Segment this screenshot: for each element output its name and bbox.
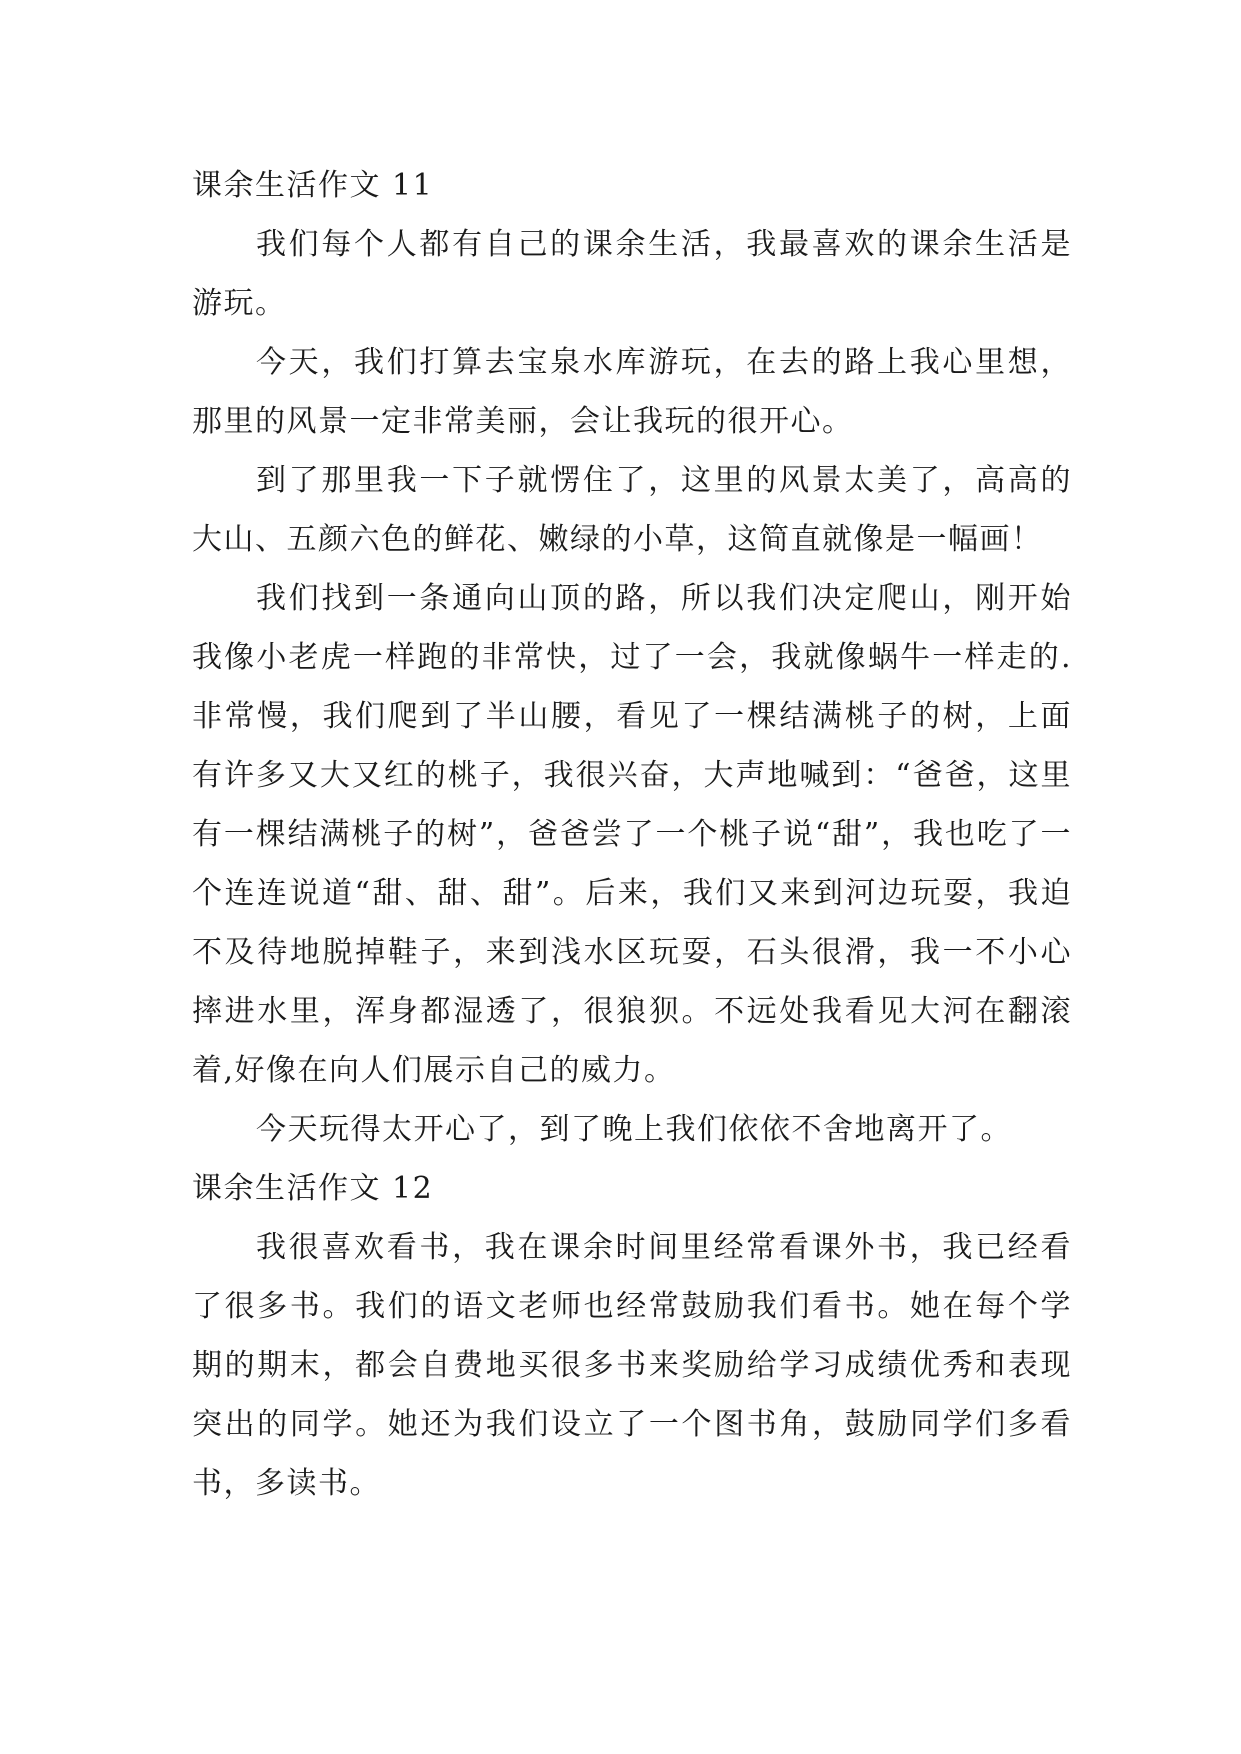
document-body [192, 156, 1072, 1513]
paragraph: 到了那里我一下子就愣住了，这里的风景太美了，高高的大山、五颜六色的鲜花、嫩绿的小草，这简直就像是一幅画！ [192, 463, 1072, 557]
paragraph: 今天，我们打算去宝泉水库游玩，在去的路上我心里想，那里的风景一定非常美丽，会让我玩的很开心。 [192, 345, 1072, 439]
paragraph: 我们找到一条通向山顶的路，所以我们决定爬山，刚开始我像小老虎一样跑的非常快，过了一会，我就像蜗牛一样走的.非常慢，我们爬到了半山腰，看见了一棵结满桃子的树，上面有许多又大又红的桃子，我很兴奋，大声地喊到：“爸爸，这里有一棵结满桃子的树”，爸爸尝了一个桃子说“甜”，我也吃了一个连连说道“甜、甜、甜”。后来，我们又来到河边玩耍，我迫不及待地脱掉鞋子，来到浅水区玩耍，石头很滑，我一不小心摔进水里，浑身都湿透了，很狼狈。不远处我看见大河在翻滚着,好像在向人们展示自己的威力。 [192, 581, 1072, 1088]
section-title: 课余生活作文 11 [192, 168, 434, 203]
section-title: 课余生活作文 12 [192, 1171, 434, 1206]
paragraph: 今天玩得太开心了，到了晚上我们依依不舍地离开了。 [256, 1112, 1012, 1147]
paragraph: 我们每个人都有自己的课余生活，我最喜欢的课余生活是游玩。 [192, 227, 1072, 321]
paragraph: 我很喜欢看书，我在课余时间里经常看课外书，我已经看了很多书。我们的语文老师也经常鼓励我们看书。她在每个学期的期末，都会自费地买很多书来奖励给学习成绩优秀和表现突出的同学。她还为我们设立了一个图书角，鼓励同学们多看书，多读书。 [192, 1230, 1072, 1501]
